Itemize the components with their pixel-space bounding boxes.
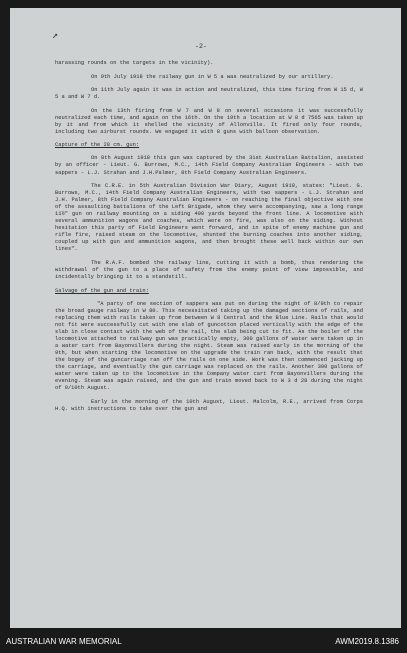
paragraph: Early in the morning of the 10th August, Lieut. Malcolm, R.E., arrived from Corps H.Q. with instructions to take over the gun and [55,398,363,412]
paragraph: On 11th July again it was in action and neutralized, this time firing from W 15 d, W 5 a and W 7 d. [55,87,363,101]
paragraph: The C.R.E. in 5th Australian Division War Diary, August 1918, states: "Lieut. G. Burrows, M.C., 14th Field Company Australian Engineers, with two sappers - L.J. Strahan and J.H. Palmer, 8th Field Company Australian Engineers - on reaching the final objective with one of the assaulting battalions of the Left Brigade, whom they were accompanying, saw a long range 11½" gun on railway mounting on a siding 400 yards beyond the front line. A locomotive with several ammunition wagons and coaches, which were on fire, was also on the siding. Without hesitation this party of Field Engineers went forward, and in spite of enemy machine gun and rifle fire, raised steam on the locomotive, shunted the burning coaches into another siding, coupled up with gun and ammunition wagons, and then brought these well back within our own lines". [55,183,363,253]
corner-mark: ↗ [52,31,59,42]
page-number: -2- [195,43,207,50]
footer-bar [0,635,407,649]
paragraph: On 8th August 1918 this gun was captured by the 31st Australian Battalion, assisted by an officer - Lieut. G. Burrows, M.C., 14th Field Company Australian Engineers - with two sappers - L.J. Strahan and J.H.Palmer, 8th Field Company Australian Engineers. [55,155,363,176]
document-body [55,60,363,419]
paragraph: "A party of one section of sappers was put on during the night of 8/9th to repair the broad gauge railway in W 80. This necessitated taking up the damaged sections of rails, and replacing them with rails taken up from between W 8 Central and the Blue Line. Rails that would not fit were successfully cut with one slab of guncotton placed vertically with the edge of the slab in close contact with the web of the rail, the slab being cut to fit. As the boiler of the locomotive attached to railway gun was practically empty, 300 gallons of water were taken up in a water cart from Bayonvillers during the night. Steam was raised early in the morning of the 9th, but when starting the locomotive on the upgrade the train ran back, with the result that the bogey of the guncarriage ran off the rails on one side. Work was then commenced jacking up the carriage, and eventually the gun carriage was replaced on the rails. Another 300 gallons of water were taken up to the locomotive in the Company water cart from Bayonvillers during the evening. Steam was again raised, and the gun and train moved back to W 3 d 28 during the night of 9/10th August. [55,300,363,392]
footer-source: AUSTRALIAN WAR MEMORIAL [6,637,122,646]
section-heading-salvage: Salvage of the gun and train: [55,287,149,294]
paragraph: On 9th July 1918 the railway gun in W 5 a was neutralized by our artillery. [91,73,334,80]
paragraph: On the 13th firing from W 7 and W 8 on several occasions it was successfully neutralized each time, and again on the 16th. On the 19th a location at W 8 d 7565 was taken up by it and from which it shelled the vicinity of Allonville. It fired only four rounds, including two airburst rounds. We engaged it with 8 guns with balloon observation. [55,107,363,135]
footer-accession-number: AWM2019.8.1386 [335,637,399,646]
document-page [10,8,401,628]
paragraph: harassing rounds on the targets in the vicinity). [55,60,214,66]
section-heading-capture: Capture of the 28 cm. gun: [55,142,140,149]
paragraph: The R.A.F. bombed the railway line, cutting it with a bomb, thus rendering the withdrawal of the gun to a place of safety from the enemy point of view impossible, and incidentally bringing it to a standstill. [55,260,363,281]
